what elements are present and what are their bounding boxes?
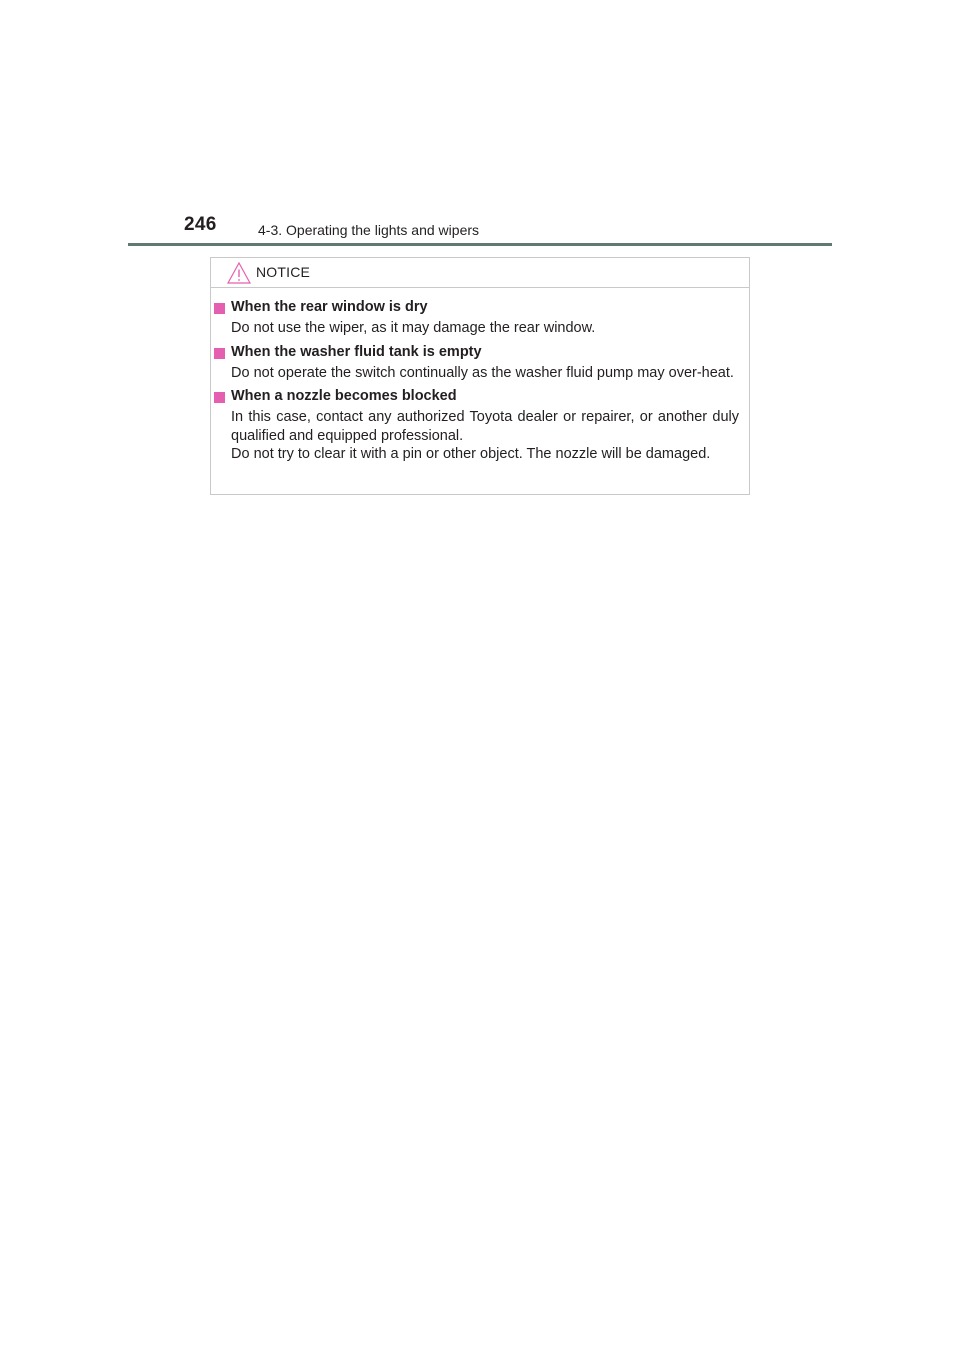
item-paragraph: Do not use the wiper, as it may damage the rear window. bbox=[231, 320, 596, 336]
bullet-square-icon bbox=[214, 303, 225, 314]
item-paragraph: Do not operate the switch continually as the washer fluid pump may over-heat. bbox=[231, 364, 734, 381]
notice-label: NOTICE bbox=[256, 264, 311, 280]
header-rule bbox=[128, 243, 832, 246]
notice-item bbox=[211, 299, 749, 338]
item-heading bbox=[211, 388, 749, 408]
notice-body bbox=[211, 299, 749, 470]
item-title: When the washer fluid tank is empty bbox=[231, 343, 482, 360]
notice-item bbox=[211, 344, 749, 383]
item-heading bbox=[211, 299, 749, 319]
page-number: 246 bbox=[184, 214, 217, 235]
item-title: When the rear window is dry bbox=[231, 299, 428, 315]
bullet-square-icon bbox=[214, 348, 225, 359]
item-text bbox=[231, 319, 739, 338]
item-paragraph: Do not try to clear it with a pin or other object. The nozzle will be damaged. bbox=[231, 446, 711, 462]
notice-header bbox=[211, 258, 749, 288]
item-paragraph: In this case, contact any authorized Toyota dealer or repairer, or another duly qualified and equipped professional. bbox=[231, 409, 739, 444]
notice-box bbox=[210, 257, 750, 495]
warning-triangle-icon bbox=[227, 262, 251, 284]
item-title: When a nozzle becomes blocked bbox=[231, 388, 457, 404]
item-text bbox=[231, 364, 739, 383]
bullet-square-icon bbox=[214, 392, 225, 403]
item-heading bbox=[211, 344, 749, 364]
notice-item bbox=[211, 388, 749, 464]
item-text bbox=[231, 408, 739, 464]
section-title: 4-3. Operating the lights and wipers bbox=[258, 222, 480, 238]
